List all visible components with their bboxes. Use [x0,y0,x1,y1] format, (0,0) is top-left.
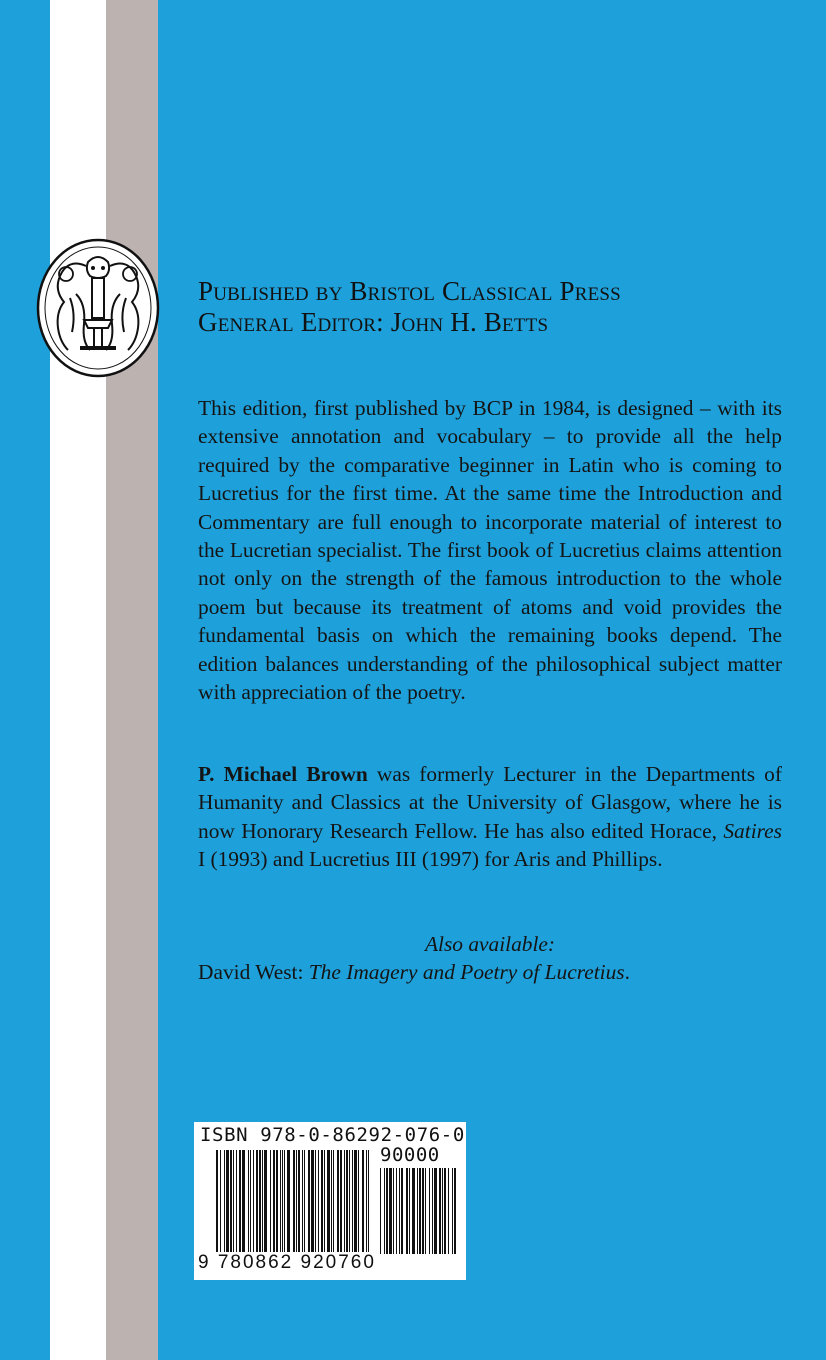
author-name: P. Michael Brown [198,762,368,786]
also-available-section [198,930,782,987]
barcode-bar [287,1150,290,1254]
price-bar [401,1168,403,1254]
barcode-bar [253,1150,254,1254]
barcode-bar [250,1150,251,1254]
barcode-bar [273,1150,275,1254]
barcode-bar [346,1150,348,1254]
barcode-bar [337,1150,339,1254]
barcode-bar [220,1150,221,1254]
barcode-bar [282,1150,283,1254]
left-blue-edge [0,0,50,1360]
barcode-bar [349,1150,350,1254]
price-bar [452,1168,453,1254]
barcode-digits: 9 780862 920760 [198,1252,376,1273]
barcode-bar [236,1150,237,1254]
barcode-bar [318,1150,319,1254]
barcode-bar [358,1150,359,1254]
barcode-bar [264,1150,267,1254]
isbn-barcode [194,1122,466,1280]
barcode-bar [256,1150,258,1254]
barcode-bar [233,1150,234,1254]
price-bar [442,1168,443,1254]
price-bar [409,1168,410,1254]
barcode-bar [333,1150,334,1254]
general-editor-line: General Editor: John H. Betts [198,307,549,337]
bio-satires-title: Satires [723,818,782,843]
barcode-bar [366,1150,367,1254]
price-bar [429,1168,430,1254]
price-bar [384,1168,385,1254]
price-bar [434,1168,437,1254]
grey-stripe [106,0,158,1360]
also-available-item [198,958,782,986]
barcode-bar [293,1150,295,1254]
barcode-bar [327,1150,330,1254]
barcode-bar [230,1150,232,1254]
barcode-bar [340,1150,342,1254]
barcode-bar [259,1150,261,1254]
bio-text-1: was formerly Lecturer in the Departments of Humanity and Classics at the University of Glasgow, where he is now Honorary Research Fellow. He has also edited Horace, [198,762,783,843]
barcode-bar [331,1150,332,1254]
price-bar [393,1168,394,1254]
price-bar [412,1168,415,1254]
price-bar [448,1168,449,1254]
barcode-bar [352,1150,353,1254]
barcode-bar [296,1150,297,1254]
barcode-bar [216,1150,218,1254]
barcode-bar [226,1150,229,1254]
barcode-bar [276,1150,278,1254]
price-bar [425,1168,426,1254]
barcode-bar [239,1150,241,1254]
price-bar [432,1168,433,1254]
price-bar [444,1168,446,1254]
also-available-colon: : [547,932,556,956]
price-bar [419,1168,421,1254]
barcode-bar [324,1150,325,1254]
price-bar [454,1168,456,1254]
publisher-logo-icon [36,238,160,378]
description-paragraph: This edition, first published by BCP in 1984, is designed – with its extensive annotation and vocabulary – to provide all the help required by the comparative beginner in Latin who is coming to Lucretius for the first time. At the same time the Introduction and Commentary are full enough to incorporate material of interest to the Lucretian specialist. The first book of Lucretius claims attention not only on the strength of the famous introduction to the whole poem but because its treatment of atoms and void provides the fundamental basis on which the remaining books depend. The edition balances understanding of the philosophical subject matter with appreciation of the poetry. [198,396,782,705]
price-bar [380,1168,381,1254]
also-available-heading [198,930,782,958]
price-bar [389,1168,392,1254]
barcode-bar [284,1150,285,1254]
price-bar [422,1168,424,1254]
price-code: 90000 [380,1144,440,1166]
publisher-line: Published by Bristol Classical Press [198,276,621,306]
isbn-label: ISBN 978-0-86292-076-0 [200,1124,465,1146]
barcode-bar [280,1150,281,1254]
barcode-bar [302,1150,303,1254]
barcode-bar [311,1150,314,1254]
publisher-heading [198,276,758,338]
price-bar [399,1168,400,1254]
price-bar [439,1168,441,1254]
barcode-bar [304,1150,305,1254]
barcode-bar [344,1150,345,1254]
price-bar [386,1168,388,1254]
barcode-bar [270,1150,271,1254]
price-bar [396,1168,397,1254]
related-author: David West: [198,960,309,985]
barcode-bar [368,1150,369,1254]
barcode-bar [315,1150,316,1254]
bio-text-2: I (1993) and Lucretius III (1997) for Aris and Phillips. [198,847,663,872]
price-bar [406,1168,408,1254]
related-period: . [624,960,630,985]
barcode-bar [224,1150,225,1254]
barcode-bar [298,1150,300,1254]
barcode-bar [354,1150,357,1254]
barcode-bar [362,1150,364,1254]
price-bar [417,1168,418,1254]
barcode-bar [262,1150,263,1254]
also-available-label: Also available [424,932,548,956]
author-bio [198,760,782,874]
barcode-bar [242,1150,245,1254]
barcode-bar [308,1150,310,1254]
barcode-bar [321,1150,323,1254]
barcode-bar [248,1150,249,1254]
related-book-title: The Imagery and Poetry of Lucretius [308,960,625,985]
white-stripe [50,0,106,1360]
